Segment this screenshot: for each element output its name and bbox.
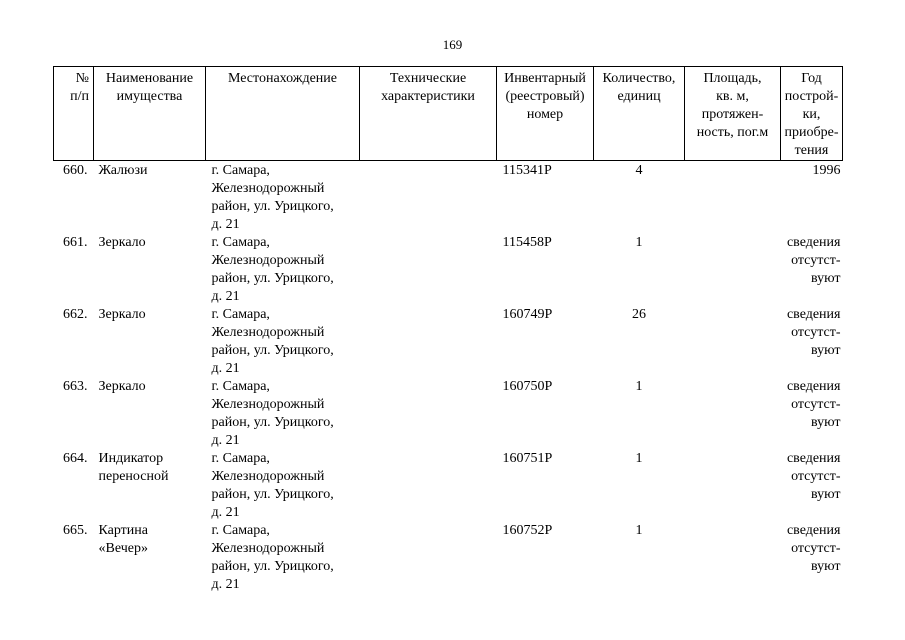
row-number: 665.	[63, 523, 88, 538]
row-name: Зеркало	[98, 379, 146, 394]
table-row	[54, 450, 843, 522]
row-inventory: 115458Р	[502, 235, 552, 250]
row-inventory: 160752Р	[502, 523, 553, 538]
property-registry-table	[53, 66, 843, 594]
row-year: 1996	[812, 163, 841, 178]
table-row	[54, 306, 843, 378]
row-technical	[360, 161, 497, 235]
row-area	[685, 522, 781, 594]
row-year: сведения отсутст- вуют	[786, 451, 841, 502]
row-area	[685, 234, 781, 306]
row-number: 662.	[63, 307, 88, 322]
row-inventory: 160751Р	[502, 451, 553, 466]
row-location: г. Самара, Железнодорожный район, ул. Урицкого, д. 21	[211, 307, 334, 376]
row-technical	[360, 522, 497, 594]
row-area	[685, 378, 781, 450]
row-number: 663.	[63, 379, 88, 394]
row-number: 664.	[63, 451, 88, 466]
row-quantity: 1	[635, 451, 643, 466]
row-area	[685, 450, 781, 522]
row-location: г. Самара, Железнодорожный район, ул. Урицкого, д. 21	[211, 523, 334, 592]
header-quantity: Количество, единиц	[594, 67, 685, 161]
row-quantity: 4	[635, 163, 643, 178]
table-row	[54, 378, 843, 450]
row-quantity: 1	[635, 523, 643, 538]
header-area: Площадь, кв. м, протяжен- ность, пог.м	[685, 67, 781, 161]
row-year: сведения отсутст- вуют	[786, 379, 841, 430]
table-header-row	[54, 67, 843, 161]
row-area	[685, 161, 781, 235]
row-technical	[360, 306, 497, 378]
page-number: 169	[442, 37, 463, 52]
row-number: 661.	[63, 235, 88, 250]
header-year: Год построй- ки, приобре- тения	[781, 67, 843, 161]
row-technical	[360, 450, 497, 522]
header-number: № п/п	[54, 67, 94, 161]
row-location: г. Самара, Железнодорожный район, ул. Урицкого, д. 21	[211, 451, 334, 520]
row-location: г. Самара, Железнодорожный район, ул. Урицкого, д. 21	[211, 163, 334, 232]
row-name: Жалюзи	[98, 163, 148, 178]
row-number: 660.	[63, 163, 88, 178]
header-location: Местонахождение	[206, 67, 360, 161]
table-row	[54, 522, 843, 594]
row-quantity: 1	[635, 235, 643, 250]
table-row	[54, 161, 843, 235]
row-inventory: 160750Р	[502, 379, 553, 394]
row-name: Зеркало	[98, 307, 146, 322]
row-technical	[360, 234, 497, 306]
row-year: сведения отсутст- вуют	[786, 523, 841, 574]
row-year: сведения отсутст- вуют	[786, 307, 841, 358]
row-inventory: 160749Р	[502, 307, 553, 322]
row-name: Зеркало	[98, 235, 146, 250]
row-location: г. Самара, Железнодорожный район, ул. Урицкого, д. 21	[211, 379, 334, 448]
row-name: Картина «Вечер»	[98, 523, 148, 556]
row-technical	[360, 378, 497, 450]
row-quantity: 26	[632, 307, 646, 322]
row-inventory: 115341Р	[502, 163, 552, 178]
header-inventory: Инвентарный (реестровый) номер	[497, 67, 594, 161]
row-area	[685, 306, 781, 378]
row-location: г. Самара, Железнодорожный район, ул. Урицкого, д. 21	[211, 235, 334, 304]
row-year: сведения отсутст- вуют	[786, 235, 841, 286]
row-name: Индикатор переносной	[98, 451, 169, 484]
row-quantity: 1	[635, 379, 643, 394]
header-technical: Технические характеристики	[360, 67, 497, 161]
table-row	[54, 234, 843, 306]
header-name: Наименование имущества	[94, 67, 206, 161]
